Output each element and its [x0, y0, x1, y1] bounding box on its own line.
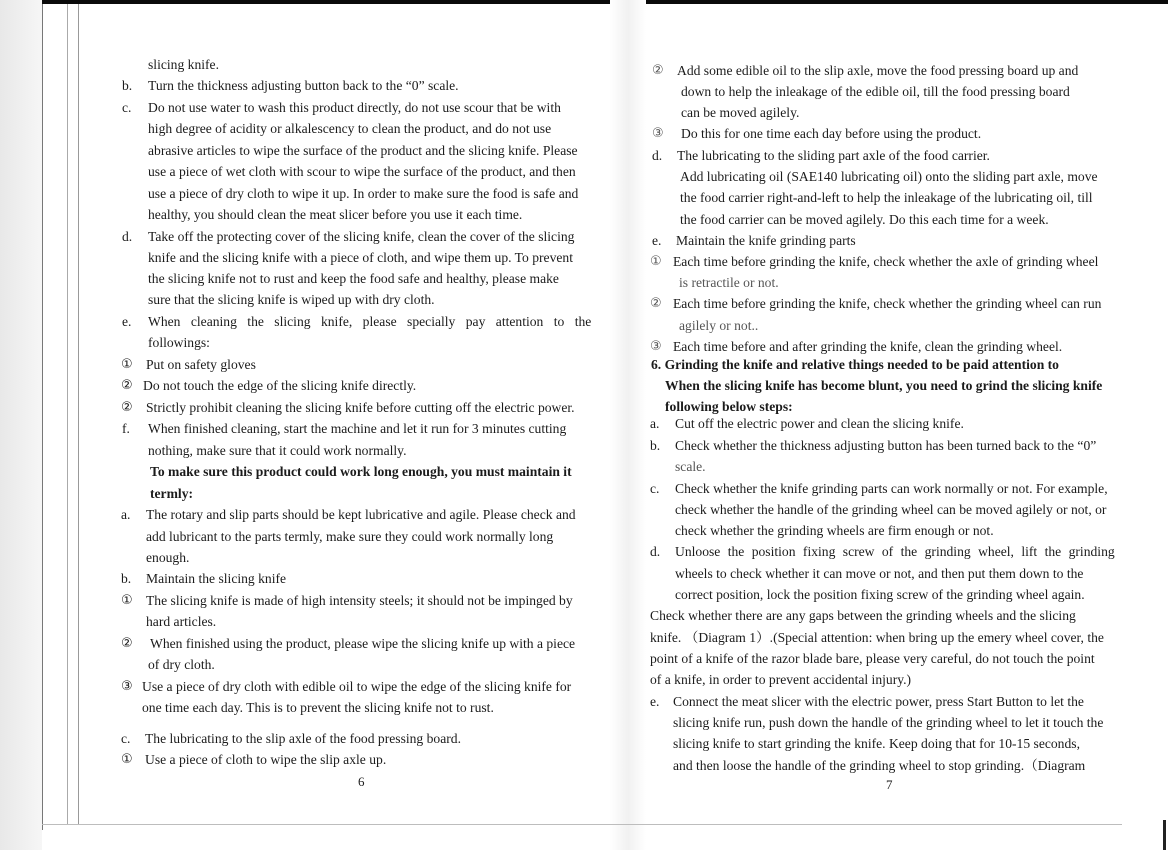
text-line: Add lubricating oil (SAE140 lubricating oil) onto the sliding part axle, move: [680, 169, 1098, 184]
text-line: Do not touch the edge of the slicing knife directly.: [143, 378, 417, 393]
text-line: abrasive articles to wipe the surface of the product and the slicing knife. Please: [148, 143, 578, 158]
text-line: a.: [650, 416, 660, 431]
text-line: agilely or not..: [679, 318, 759, 333]
text-line: Check whether the knife grinding parts can work normally or not. For example,: [675, 481, 1108, 496]
text-line: Do not use water to wash this product directly, do not use scour that be with: [148, 100, 561, 115]
text-line: d.: [122, 229, 133, 244]
text-line: a.: [121, 507, 131, 522]
section-heading: following below steps:: [665, 399, 793, 414]
text-line: correct position, lock the position fixing screw of the grinding wheel again.: [675, 587, 1085, 602]
text-line: ①: [121, 593, 133, 608]
text-line: When finished using the product, please wipe the slicing knife up with a piece: [150, 636, 576, 651]
text-line: of a knife, in order to prevent accidental injury.): [650, 672, 912, 687]
scan-right-mark: [1163, 820, 1166, 850]
text-line: Use a piece of cloth to wipe the slip axle up.: [145, 752, 387, 767]
text-line: Maintain the slicing knife: [146, 571, 287, 586]
text-line: Put on safety gloves: [146, 357, 256, 372]
text-line: slicing knife.: [148, 57, 219, 72]
page-number: 7: [886, 777, 893, 792]
text-line: ②: [650, 296, 662, 311]
text-line: Add some edible oil to the slip axle, move the food pressing board up and: [677, 63, 1079, 78]
text-line: the food carrier right-and-left to help the inleakage of the lubricating oil, till: [680, 190, 1093, 205]
text-line: Maintain the knife grinding parts: [676, 233, 856, 248]
scan-bottom-edge: [42, 824, 1122, 825]
text-line: c.: [121, 731, 131, 746]
text-line: slicing knife run, push down the handle of the grinding wheel to let it touch the: [673, 715, 1104, 730]
text-line: high degree of acidity or alkalescency to clean the product, and do not use: [148, 121, 552, 136]
text-line: can be moved agilely.: [681, 105, 800, 120]
text-line: enough.: [146, 550, 190, 565]
text-line: b.: [122, 78, 133, 93]
section-heading: termly:: [150, 486, 194, 501]
section-heading: To make sure this product could work long enough, you must maintain it: [150, 464, 572, 479]
text-line: d.: [650, 544, 661, 559]
scan-binding-shadow: [0, 0, 42, 850]
text-line: Strictly prohibit cleaning the slicing knife before cutting off the electric power.: [146, 400, 575, 415]
page-number: 6: [358, 774, 365, 789]
text-line: When cleaning the slicing knife, please specially pay attention to the: [148, 314, 592, 329]
text-line: When finished cleaning, start the machine and let it run for 3 minutes cutting: [148, 421, 567, 436]
text-line: c.: [122, 100, 132, 115]
text-line: Do this for one time each day before using the product.: [681, 126, 982, 141]
page-gutter: [610, 0, 646, 850]
text-line: scale.: [675, 459, 706, 474]
text-line: add lubricant to the parts termly, make sure they could work normally long: [146, 529, 554, 544]
text-line: knife. （Diagram 1）.(Special attention: when bring up the emery wheel cover, the: [650, 630, 1104, 645]
text-line: check whether the handle of the grinding wheel can be moved agilely or not, or: [675, 502, 1107, 517]
text-line: ③: [652, 126, 664, 141]
scan-top-edge: [0, 0, 1168, 4]
text-line: the food carrier can be moved agilely. Do this each time for a week.: [680, 212, 1049, 227]
text-line: Check whether the thickness adjusting button has been turned back to the “0”: [675, 438, 1097, 453]
text-line: ①: [121, 752, 133, 767]
text-line: ③: [650, 339, 662, 354]
text-line: knife and the slicing knife with a piece of cloth, and wipe them up. To prevent: [148, 250, 573, 265]
text-line: Cut off the electric power and clean the slicing knife.: [675, 416, 964, 431]
text-line: of dry cloth.: [148, 657, 215, 672]
section-heading: When the slicing knife has become blunt, you need to grind the slicing knife: [665, 378, 1103, 393]
text-line: hard articles.: [146, 614, 217, 629]
text-line: Take off the protecting cover of the slicing knife, clean the cover of the slicing: [148, 229, 575, 244]
text-line: ①: [650, 254, 662, 269]
text-line: e.: [652, 233, 662, 248]
text-line: e.: [650, 694, 660, 709]
text-line: nothing, make sure that it could work normally.: [148, 443, 407, 458]
text-line: The rotary and slip parts should be kept lubricative and agile. Please check and: [146, 507, 576, 522]
scan-left-border: [42, 4, 43, 830]
text-line: c.: [650, 481, 660, 496]
text-line: point of a knife of the razor blade bare, please very careful, do not touch the point: [650, 651, 1095, 666]
text-line: Each time before grinding the knife, check whether the axle of grinding wheel: [673, 254, 1099, 269]
text-line: the slicing knife not to rust and keep the food safe and healthy, please make: [148, 271, 559, 286]
text-line: Check whether there are any gaps between the grinding wheels and the slicing: [650, 608, 1076, 623]
text-line: followings:: [148, 335, 210, 350]
text-line: check whether the grinding wheels are firm enough or not.: [675, 523, 994, 538]
text-line: f.: [122, 421, 130, 436]
text-line: Use a piece of dry cloth with edible oil to wipe the edge of the slicing knife for: [142, 679, 572, 694]
text-line: wheels to check whether it can move or not, and then put them down to the: [675, 566, 1084, 581]
text-line: Connect the meat slicer with the electric power, press Start Button to let the: [673, 694, 1084, 709]
text-line: slicing knife to start grinding the knife. Keep doing that for 10-15 seconds,: [673, 736, 1080, 751]
text-line: Each time before grinding the knife, check whether the grinding wheel can run: [673, 296, 1102, 311]
text-line: sure that the slicing knife is wiped up with dry cloth.: [148, 292, 435, 307]
scan-inner-line: [78, 4, 79, 824]
section-heading: 6. Grinding the knife and relative things needed to be paid attention to: [651, 357, 1059, 372]
text-line: and then loose the handle of the grinding wheel to stop grinding.（Diagram: [673, 758, 1086, 773]
text-line: ②: [121, 636, 133, 651]
text-line: Turn the thickness adjusting button back to the “0” scale.: [148, 78, 459, 93]
text-line: The lubricating to the slip axle of the food pressing board.: [145, 731, 461, 746]
text-line: ②: [121, 400, 133, 415]
text-line: Unloose the position fixing screw of the grinding wheel, lift the grinding: [675, 544, 1115, 559]
text-line: ②: [121, 378, 133, 393]
text-line: b.: [121, 571, 132, 586]
text-line: b.: [650, 438, 661, 453]
text-line: Each time before and after grinding the knife, clean the grinding wheel.: [673, 339, 1063, 354]
text-line: down to help the inleakage of the edible oil, till the food pressing board: [681, 84, 1070, 99]
text-line: use a piece of wet cloth with scour to wipe the surface of the product, and then: [148, 164, 576, 179]
text-line: one time each day. This is to prevent the slicing knife not to rust.: [142, 700, 494, 715]
text-line: healthy, you should clean the meat slicer before you use it each time.: [148, 207, 523, 222]
text-line: ②: [652, 63, 664, 78]
text-line: use a piece of dry cloth to wipe it up. In order to make sure the food is safe and: [148, 186, 579, 201]
text-line: e.: [122, 314, 132, 329]
text-line: The lubricating to the sliding part axle of the food carrier.: [677, 148, 990, 163]
text-line: ③: [121, 679, 133, 694]
text-line: is retractile or not.: [679, 275, 779, 290]
text-line: d.: [652, 148, 663, 163]
text-line: The slicing knife is made of high intensity steels; it should not be impinged by: [146, 593, 573, 608]
scan-inner-line: [67, 4, 68, 824]
text-line: ①: [121, 357, 133, 372]
